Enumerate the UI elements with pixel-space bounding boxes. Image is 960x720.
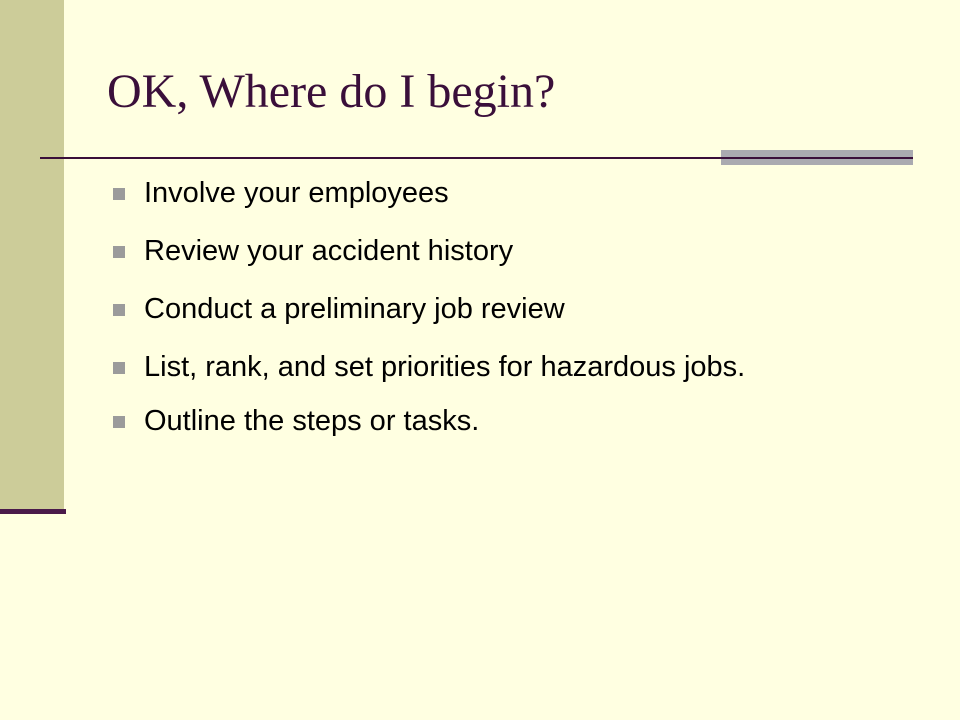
bullet-text: Involve your employees	[144, 177, 449, 209]
bullet-text: Outline the steps or tasks.	[144, 405, 480, 437]
title-divider-accent	[721, 150, 913, 165]
square-bullet-icon	[113, 188, 125, 200]
bullet-item	[110, 176, 830, 210]
bullet-item	[110, 350, 830, 384]
square-bullet-icon	[113, 362, 125, 374]
bullet-text: List, rank, and set priorities for hazardous jobs.	[144, 351, 746, 383]
bullet-item	[110, 234, 830, 268]
slide-title: OK, Where do I begin?	[107, 65, 556, 118]
left-bar-cap	[0, 509, 66, 514]
square-bullet-icon	[113, 304, 125, 316]
square-bullet-icon	[113, 416, 125, 428]
title-divider-accent-stripe	[721, 157, 913, 159]
bullet-text: Conduct a preliminary job review	[144, 293, 565, 325]
bullet-text: Review your accident history	[144, 235, 514, 267]
bullet-item	[110, 404, 830, 438]
left-decorative-bar	[0, 0, 64, 510]
square-bullet-icon	[113, 246, 125, 258]
bullet-list	[110, 176, 830, 462]
bullet-item	[110, 292, 830, 326]
